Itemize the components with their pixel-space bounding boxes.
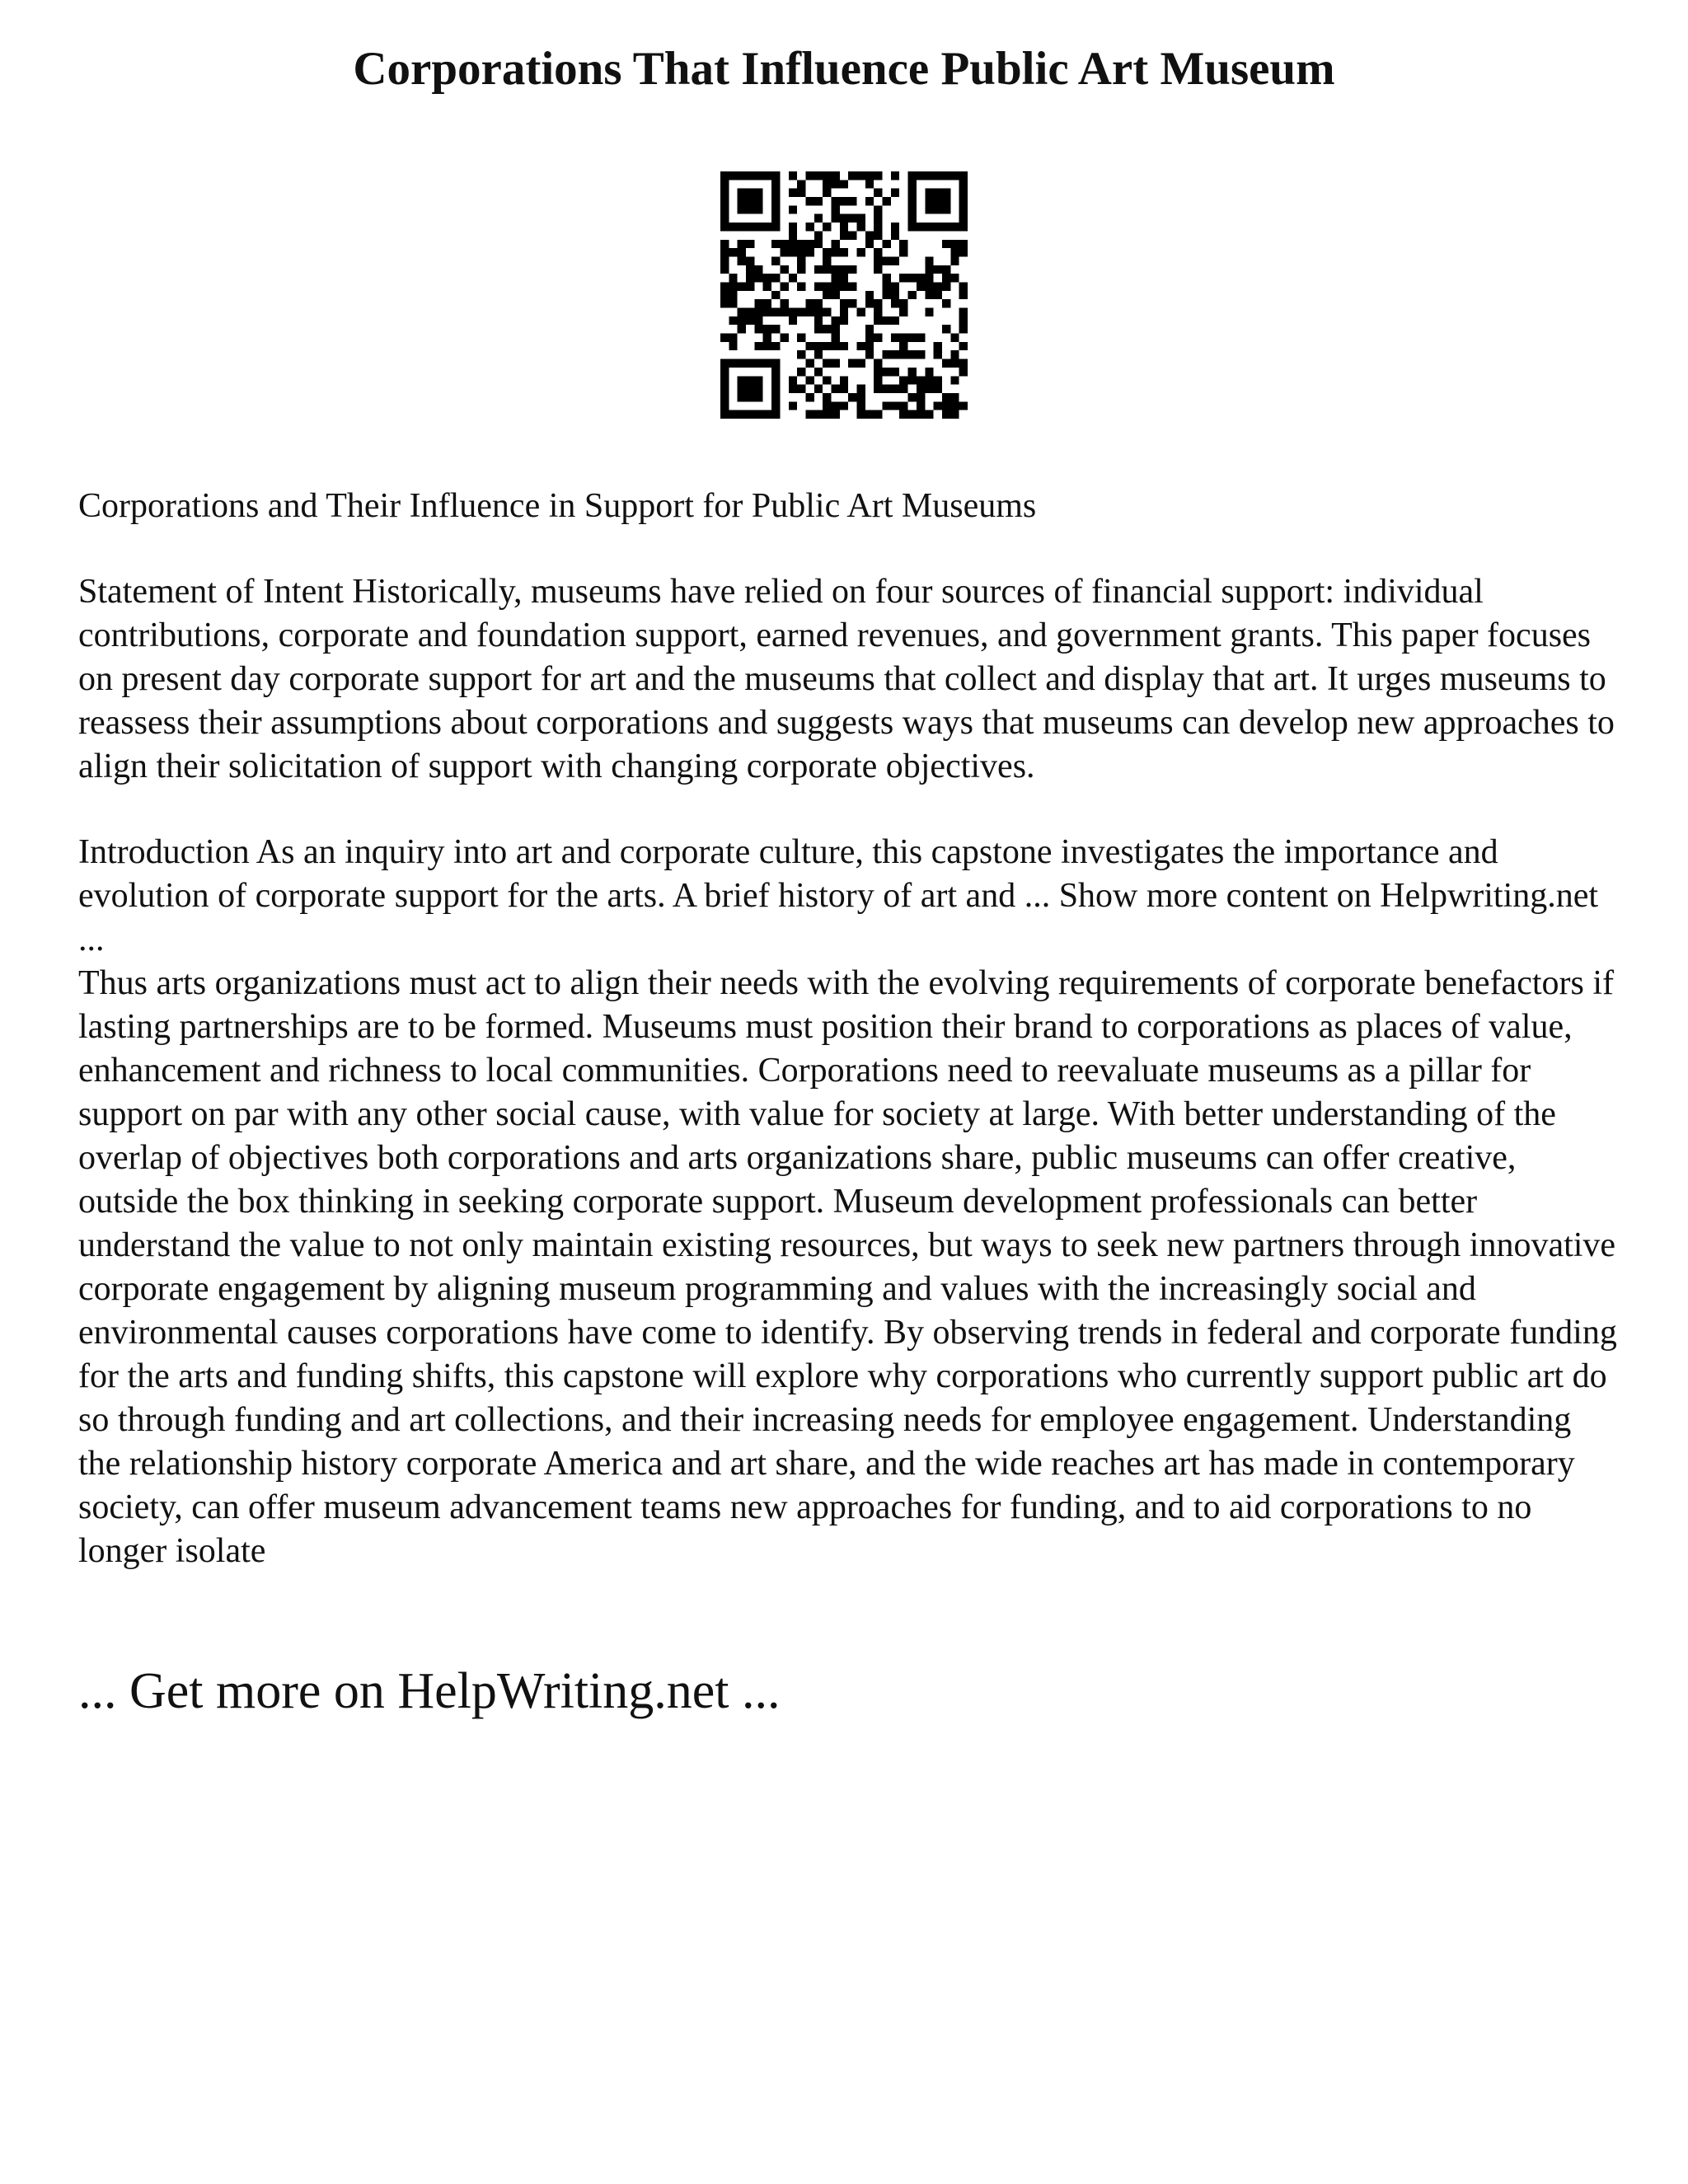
qr-code-icon xyxy=(720,171,968,419)
document-title: Corporations That Influence Public Art Museum xyxy=(353,43,1335,95)
paragraph-introduction: Introduction As an inquiry into art and corporate culture, this capstone investigates the importance and evolution of corporate support for the arts. A brief history of art and ... Show more content on Helpwriting.net ... xyxy=(78,833,1599,958)
get-more-link[interactable]: ... Get more on HelpWriting.net ... xyxy=(78,1663,781,1719)
paragraph-body: Thus arts organizations must act to align their needs with the evolving requirements of corporate benefactors if lasting partnerships are to be formed. Museums must position their brand to corporations as places of value, enhancement and richness to local communities. Corporations need to reevaluate museums as a pillar for support on par with any other social cause, with value for society at large. With better understanding of the overlap of objectives both corporations and arts organizations share, public museums can offer creative, outside the box thinking in seeking corporate support. Museum development professionals can better understand the value to not only maintain existing resources, but ways to seek new partners through innovative corporate engagement by aligning museum programming and values with the increasingly social and environmental causes corporations have come to identify. By observing trends in federal and corporate funding for the arts and funding shifts, this capstone will explore why corporations who currently support public art do so through funding and art collections, and their increasing needs for employee engagement. Understanding the relationship history corporate America and art share, and the wide reaches art has made in contemporary society, can offer museum advancement teams new approaches for funding, and to aid corporations to no longer isolate xyxy=(78,964,1617,1570)
qr-code-image xyxy=(720,171,968,419)
paragraph-statement-of-intent: Statement of Intent Historically, museums have relied on four sources of financial support: individual contributions, corporate and foundation support, earned revenues, and government grants. This paper focuses on present day corporate support for art and the museums that collect and display that art. It urges museums to reassess their assumptions about corporations and suggests ways that museums can develop new approaches to align their solicitation of support with changing corporate objectives. xyxy=(78,573,1615,785)
document-subtitle: Corporations and Their Influence in Support for Public Art Museums xyxy=(78,487,1037,525)
